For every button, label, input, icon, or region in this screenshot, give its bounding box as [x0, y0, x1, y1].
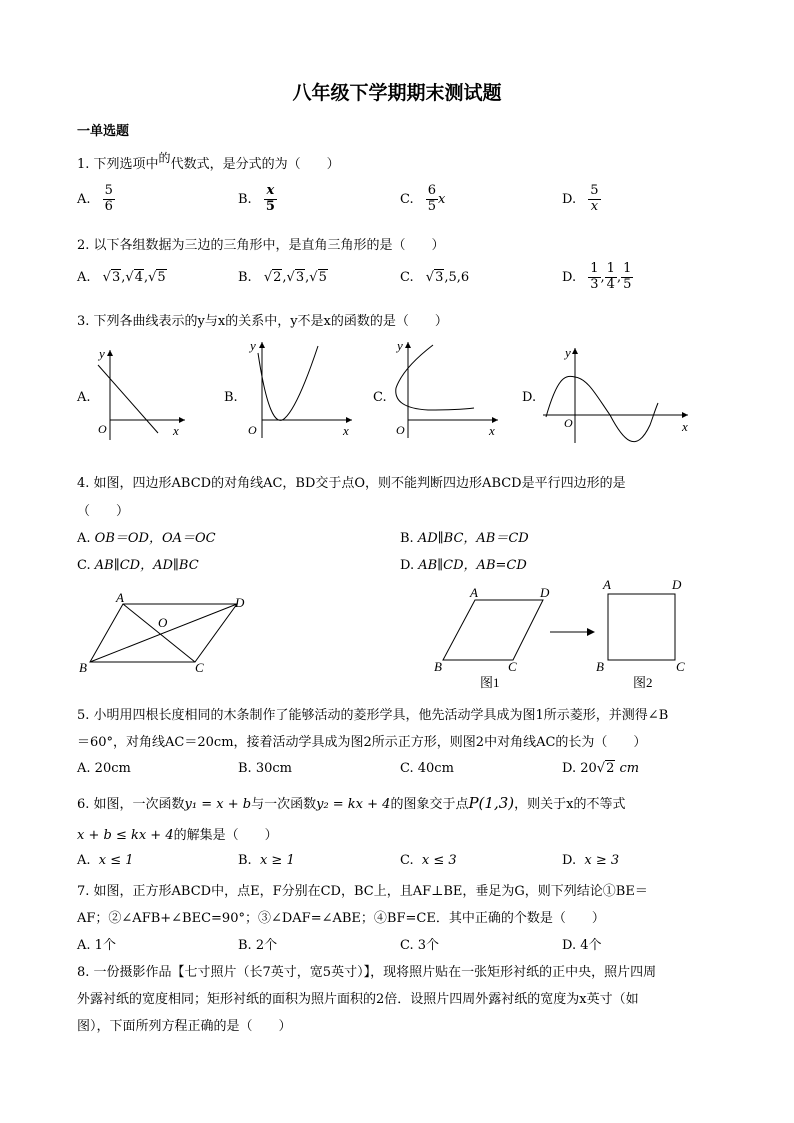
q4-option-d[interactable]: D. AB∥CD，AB=CD: [400, 558, 527, 573]
question-3-stem: 3. 下列各曲线表示的y与x的关系中，y不是x的函数的是（ ）: [77, 314, 448, 329]
q7-option-c[interactable]: C. 3个: [400, 938, 440, 953]
q4-option-a[interactable]: A. OB＝OD，OA＝OC: [77, 531, 216, 546]
origin-label: O: [564, 416, 573, 430]
q4-option-b[interactable]: B. AD∥BC，AB＝CD: [400, 531, 529, 546]
q1-option-b[interactable]: B. $\frac{x}{5}$: [238, 183, 275, 214]
y-label: y: [397, 338, 403, 353]
fraction: $\frac{5}{x}$: [590, 183, 599, 214]
q2-option-d[interactable]: D. $\frac{1}{3}$ , $\frac{1}{4}$ , $\frac{1}{5}$: [562, 261, 632, 292]
fraction: $\frac{1}{4}$: [606, 261, 615, 292]
diagonal-bd: [90, 604, 237, 662]
wave-curve: [546, 376, 658, 441]
q7-option-d[interactable]: D. 4个: [562, 938, 602, 953]
sqrt: √3: [286, 270, 305, 285]
q3-label-b[interactable]: B.: [224, 390, 238, 405]
q6-option-d[interactable]: D. x ≥ 3: [562, 853, 620, 868]
y-label: y: [565, 345, 571, 360]
q5-option-c[interactable]: C. 40cm: [400, 761, 454, 776]
q5-option-d[interactable]: D. 20√2 cm: [562, 761, 640, 776]
question-5-stem: 5. 小明用四根长度相同的木条制作了能够活动的菱形学具，他先活动学具成为图1所示菱形，并测得∠B: [77, 708, 669, 723]
parabola-curve: [258, 346, 318, 420]
question-1-stem: 1. 下列选项中的代数式，是分式的为（ ）: [77, 151, 340, 172]
fraction: $\frac{5}{6}$: [104, 183, 113, 214]
y-arrow-icon: [259, 342, 265, 348]
q1-option-a[interactable]: A. $\frac{5}{6}$: [77, 183, 113, 214]
arrow-head-icon: [587, 628, 595, 636]
point-o-label: O: [158, 615, 168, 630]
rhombus-square-figure: [430, 575, 700, 690]
page-title: 八年级下学期期末测试题: [292, 82, 502, 104]
rhombus-fig1: [443, 600, 543, 660]
point-a-label: A: [116, 590, 124, 605]
fraction: $\frac{1}{5}$: [623, 261, 632, 292]
y-arrow-icon: [405, 342, 411, 348]
question-4-stem-cont: （ ）: [77, 504, 130, 519]
q3-label-c[interactable]: C.: [373, 390, 387, 405]
fig1-caption: 图1: [480, 675, 500, 690]
fraction: $\frac{6}{5}$: [427, 183, 437, 214]
y-label: y: [99, 346, 105, 361]
question-7-stem: 7. 如图，正方形ABCD中，点E，F分别在CD，BC上，且AF⊥BE，垂足为G，则下列结论①BE＝: [77, 884, 648, 899]
sqrt: √2: [596, 761, 615, 776]
q2-option-c[interactable]: C. √3,5,6: [400, 270, 470, 285]
parallelogram-figure: [75, 590, 255, 675]
fraction: $\frac{1}{3}$: [590, 261, 599, 292]
x-arrow-icon: [682, 412, 688, 418]
question-6-stem-cont: x + b ≤ kx + 4的解集是（ ）: [77, 828, 278, 843]
origin-label: O: [396, 423, 405, 437]
line-curve: [98, 365, 158, 433]
x-label: x: [173, 423, 179, 438]
sqrt: √2: [263, 270, 282, 285]
point-c-label: C: [195, 660, 204, 675]
fig2-caption: 图2: [633, 675, 653, 690]
q6-option-b[interactable]: B. x ≥ 1: [238, 853, 295, 868]
graph-a: [90, 345, 190, 440]
origin-label: O: [98, 422, 107, 436]
question-4-stem: 4. 如图，四边形ABCD的对角线AC，BD交于点O，则不能判断四边形ABCD是平行四边形的是: [77, 476, 626, 491]
y-arrow-icon: [107, 350, 113, 356]
q6-option-c[interactable]: C. x ≤ 3: [400, 853, 457, 868]
fig1-d-label: D: [540, 585, 550, 600]
fig2-d-label: D: [672, 577, 682, 592]
section-heading: 一单选题: [77, 124, 130, 139]
question-8-line-1: 8. 一份摄影作品【七寸照片（长7英寸，宽5英寸）】，现将照片贴在一张矩形衬纸的正中央，照片四周: [77, 965, 657, 980]
q1-option-d[interactable]: D. $\frac{5}{x}$: [562, 183, 599, 214]
q4-option-c[interactable]: C. AB∥CD，AD∥BC: [77, 558, 199, 573]
diagonal-ac: [123, 604, 195, 662]
graph-b: [240, 338, 355, 440]
fig1-c-label: C: [508, 659, 517, 674]
x-label: x: [489, 423, 495, 438]
question-8-line-2: 外露衬纸的宽度相同；矩形衬纸的面积为照片面积的2倍．设照片四周外露衬纸的宽度为x英寸（如: [77, 992, 639, 1007]
fig2-a-label: A: [603, 577, 611, 592]
q7-option-b[interactable]: B. 2个: [238, 938, 278, 953]
fig1-a-label: A: [470, 585, 478, 600]
sqrt: √3: [425, 270, 444, 285]
sqrt: √3: [102, 270, 121, 285]
square-fig2: [608, 594, 675, 660]
q3-label-d[interactable]: D.: [522, 390, 537, 405]
graph-d: [538, 345, 693, 445]
x-label: x: [343, 423, 349, 438]
graph-c: [388, 338, 503, 440]
sqrt: √5: [309, 270, 327, 285]
sideways-curve: [396, 345, 474, 410]
question-5-stem-cont: ＝60°，对角线AC＝20cm，接着活动学具成为图2所示正方形，则图2中对角线AC的长为（ ）: [77, 735, 647, 750]
q1-option-c[interactable]: C. $\frac{6}{5}$ x: [400, 183, 446, 214]
x-label: x: [682, 419, 688, 434]
sqrt: √4: [125, 270, 143, 285]
fraction: $\frac{x}{5}$: [265, 183, 275, 214]
q6-option-a[interactable]: A. x ≤ 1: [77, 853, 134, 868]
q2-option-b[interactable]: B. √2,√3,√5: [238, 270, 327, 285]
q2-option-a[interactable]: A. √3,√4,√5: [77, 270, 166, 285]
q7-option-a[interactable]: A. 1个: [77, 938, 116, 953]
sqrt: √5: [148, 270, 166, 285]
question-6-stem: 6. 如图，一次函数y₁ = x + b与一次函数y₂ = kx + 4的图象交于点P(1,3)，则关于x的不等式: [77, 794, 626, 812]
point-b-label: B: [79, 660, 87, 675]
q5-option-a[interactable]: A. 20cm: [77, 761, 131, 776]
origin-label: O: [248, 423, 257, 437]
fig2-c-label: C: [676, 659, 685, 674]
question-8-line-3: 图），下面所列方程正确的是（ ）: [77, 1019, 292, 1034]
q5-option-b[interactable]: B. 30cm: [238, 761, 292, 776]
y-label: y: [250, 338, 256, 353]
x-arrow-icon: [179, 417, 185, 423]
question-2-stem: 2. 以下各组数据为三边的三角形中，是直角三角形的是（ ）: [77, 238, 445, 253]
q3-label-a[interactable]: A.: [77, 390, 91, 405]
y-arrow-icon: [572, 348, 578, 354]
point-d-label: D: [235, 595, 245, 610]
fig1-b-label: B: [434, 659, 442, 674]
fig2-b-label: B: [596, 659, 604, 674]
question-7-stem-cont: AF；②∠AFB+∠BEC=90°；③∠DAF=∠ABE；④BF=CE．其中正确的个数是（ ）: [77, 911, 605, 926]
